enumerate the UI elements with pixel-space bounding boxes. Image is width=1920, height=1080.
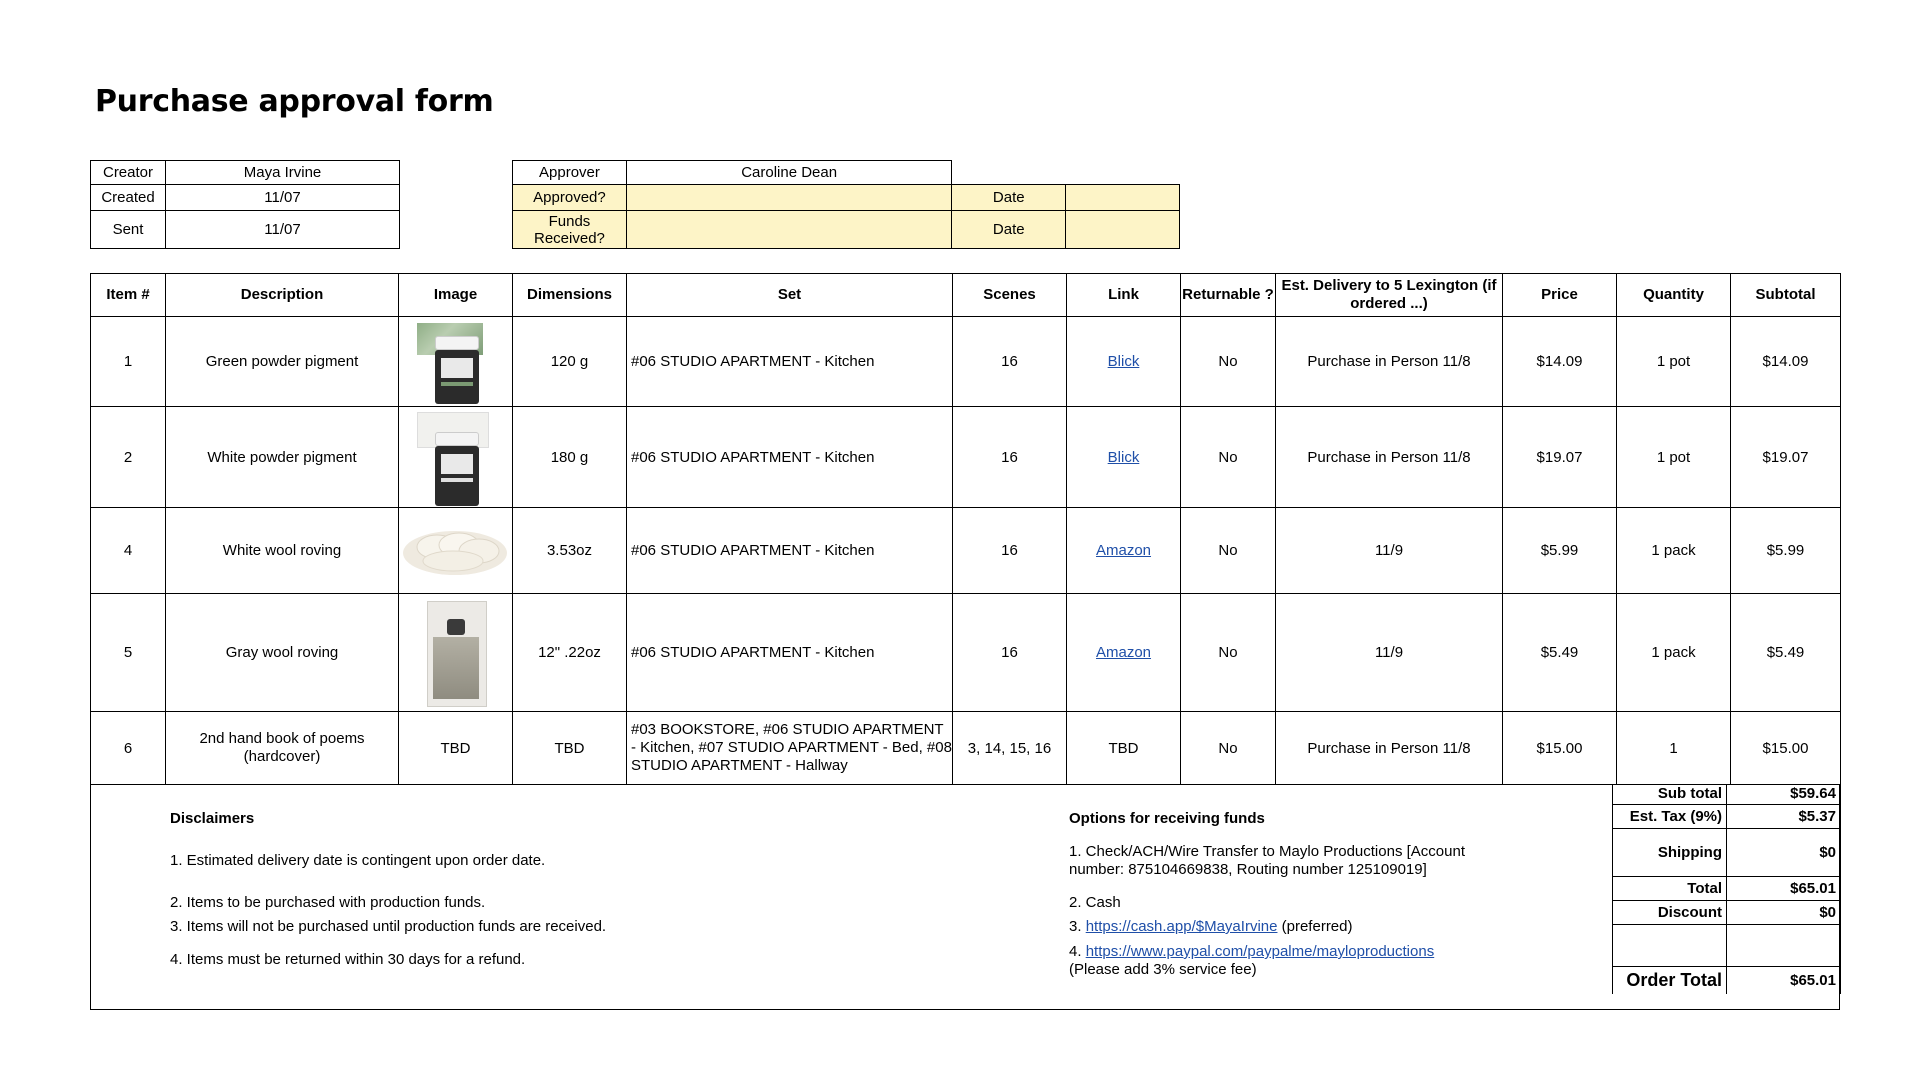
item-price[interactable]: $15.00 xyxy=(1503,712,1617,785)
disclaimer-item: 3. Items will not be purchased until production funds are received. xyxy=(170,918,607,935)
approver-table xyxy=(512,160,1180,249)
item-quantity[interactable]: 1 xyxy=(1617,712,1731,785)
item-description[interactable]: Green powder pigment xyxy=(166,317,399,407)
shipping-value[interactable]: $0 xyxy=(1727,828,1841,876)
item-subtotal: $19.07 xyxy=(1731,407,1841,508)
item-subtotal: $5.49 xyxy=(1731,594,1841,712)
item-link[interactable]: Amazon xyxy=(1095,542,1152,559)
table-row xyxy=(91,594,1841,712)
created-value[interactable]: 11/07 xyxy=(166,185,400,211)
order-total-label: Order Total xyxy=(1613,966,1727,994)
item-delivery[interactable]: 11/9 xyxy=(1276,508,1503,594)
item-subtotal: $5.99 xyxy=(1731,508,1841,594)
col-item: Item # xyxy=(91,274,166,317)
item-delivery[interactable]: Purchase in Person 11/8 xyxy=(1276,712,1503,785)
creator-value[interactable]: Maya Irvine xyxy=(166,161,400,185)
total-value: $65.01 xyxy=(1727,876,1841,900)
item-link-cell xyxy=(1067,407,1181,508)
col-set: Set xyxy=(627,274,953,317)
summary-blank-right xyxy=(1727,924,1841,966)
item-scenes[interactable]: 16 xyxy=(953,594,1067,712)
item-number: 6 xyxy=(91,712,166,785)
sent-label: Sent xyxy=(91,211,166,249)
item-scenes[interactable]: 16 xyxy=(953,317,1067,407)
item-link[interactable]: Amazon xyxy=(1095,644,1152,661)
table-row xyxy=(91,317,1841,407)
item-scenes[interactable]: 16 xyxy=(953,508,1067,594)
funds-date-label: Date xyxy=(952,211,1066,249)
table-row xyxy=(91,712,1841,785)
item-scenes[interactable]: 16 xyxy=(953,407,1067,508)
paypal-link[interactable]: https://www.paypal.com/paypalme/mayloproductions xyxy=(1085,943,1435,960)
item-subtotal: $15.00 xyxy=(1731,712,1841,785)
approved-date-label: Date xyxy=(952,185,1066,211)
funds-received-label: Funds Received? xyxy=(513,211,627,249)
disclaimer-item: 1. Estimated delivery date is contingent upon order date. xyxy=(170,852,546,869)
white-pigment-jar-image xyxy=(401,410,510,504)
item-returnable[interactable]: No xyxy=(1181,508,1276,594)
item-dimensions[interactable]: 180 g xyxy=(513,407,627,508)
discount-label: Discount xyxy=(1613,900,1727,924)
item-image-tbd: TBD xyxy=(399,712,513,785)
order-total-value: $65.01 xyxy=(1727,966,1841,994)
summary-blank-left xyxy=(1613,924,1727,966)
funds-option-paypal-prefix: 4. xyxy=(1069,943,1086,960)
item-dimensions[interactable]: TBD xyxy=(513,712,627,785)
tax-label: Est. Tax (9%) xyxy=(1613,804,1727,828)
col-returnable: Returnable ? xyxy=(1181,274,1276,317)
approved-value[interactable] xyxy=(626,185,951,211)
item-link-cell xyxy=(1067,317,1181,407)
col-quantity: Quantity xyxy=(1617,274,1731,317)
item-image xyxy=(399,508,513,594)
funds-option-cashapp xyxy=(1069,918,1353,935)
item-price[interactable]: $5.99 xyxy=(1503,508,1617,594)
funds-options-heading: Options for receiving funds xyxy=(1069,810,1265,827)
item-set[interactable]: #03 BOOKSTORE, #06 STUDIO APARTMENT - Kitchen, #07 STUDIO APARTMENT - Bed, #08 STUDIO APARTMENT - Hallway xyxy=(627,712,953,785)
item-quantity[interactable]: 1 pack xyxy=(1617,594,1731,712)
approver-value[interactable]: Caroline Dean xyxy=(626,161,951,185)
item-quantity[interactable]: 1 pack xyxy=(1617,508,1731,594)
shipping-label: Shipping xyxy=(1613,828,1727,876)
item-description[interactable]: Gray wool roving xyxy=(166,594,399,712)
tax-value: $5.37 xyxy=(1727,804,1841,828)
approver-label: Approver xyxy=(513,161,627,185)
funds-date-value[interactable] xyxy=(1066,211,1180,249)
creator-label: Creator xyxy=(91,161,166,185)
green-pigment-jar-image xyxy=(401,320,510,403)
table-row xyxy=(91,508,1841,594)
item-link-cell xyxy=(1067,508,1181,594)
item-price[interactable]: $19.07 xyxy=(1503,407,1617,508)
item-number: 5 xyxy=(91,594,166,712)
item-returnable[interactable]: No xyxy=(1181,317,1276,407)
col-price: Price xyxy=(1503,274,1617,317)
item-image xyxy=(399,407,513,508)
approved-date-value[interactable] xyxy=(1066,185,1180,211)
gray-wool-roving-bag-image xyxy=(401,597,510,708)
item-image xyxy=(399,594,513,712)
item-number: 1 xyxy=(91,317,166,407)
item-set[interactable]: #06 STUDIO APARTMENT - Kitchen xyxy=(627,407,953,508)
subtotal-label: Sub total xyxy=(1613,784,1727,804)
item-delivery[interactable]: 11/9 xyxy=(1276,594,1503,712)
item-link[interactable]: TBD xyxy=(1067,712,1181,785)
col-image: Image xyxy=(399,274,513,317)
total-label: Total xyxy=(1613,876,1727,900)
items-table xyxy=(90,273,1841,785)
item-returnable[interactable]: No xyxy=(1181,712,1276,785)
creator-info-table xyxy=(90,160,400,249)
item-set[interactable]: #06 STUDIO APARTMENT - Kitchen xyxy=(627,317,953,407)
created-label: Created xyxy=(91,185,166,211)
col-dimensions: Dimensions xyxy=(513,274,627,317)
table-header-row xyxy=(91,274,1841,317)
page-title: Purchase approval form xyxy=(95,84,494,119)
funds-option-cash: 2. Cash xyxy=(1069,894,1121,911)
disclaimers-heading: Disclaimers xyxy=(170,810,255,827)
funds-option-cashapp-suffix: (preferred) xyxy=(1277,918,1353,935)
item-dimensions[interactable]: 3.53oz xyxy=(513,508,627,594)
item-set[interactable]: #06 STUDIO APARTMENT - Kitchen xyxy=(627,508,953,594)
sent-value[interactable]: 11/07 xyxy=(166,211,400,249)
item-returnable[interactable]: No xyxy=(1181,594,1276,712)
discount-value[interactable]: $0 xyxy=(1727,900,1841,924)
item-number: 4 xyxy=(91,508,166,594)
item-price[interactable]: $14.09 xyxy=(1503,317,1617,407)
item-subtotal: $14.09 xyxy=(1731,317,1841,407)
disclaimer-item: 2. Items to be purchased with production funds. xyxy=(170,894,486,911)
item-number: 2 xyxy=(91,407,166,508)
funds-option-cashapp-prefix: 3. xyxy=(1069,918,1086,935)
item-delivery[interactable]: Purchase in Person 11/8 xyxy=(1276,407,1503,508)
white-wool-roving-image xyxy=(401,511,510,590)
item-scenes[interactable]: 3, 14, 15, 16 xyxy=(953,712,1067,785)
col-subtotal: Subtotal xyxy=(1731,274,1841,317)
disclaimer-item: 4. Items must be returned within 30 days for a refund. xyxy=(170,951,526,968)
summary-table xyxy=(1612,784,1841,994)
item-description[interactable]: 2nd hand book of poems (hardcover) xyxy=(166,712,399,785)
approved-label: Approved? xyxy=(513,185,627,211)
item-delivery[interactable]: Purchase in Person 11/8 xyxy=(1276,317,1503,407)
col-scenes: Scenes xyxy=(953,274,1067,317)
item-description[interactable]: White wool roving xyxy=(166,508,399,594)
paypal-fee-note: (Please add 3% service fee) xyxy=(1069,961,1257,978)
item-returnable[interactable]: No xyxy=(1181,407,1276,508)
col-description: Description xyxy=(166,274,399,317)
funds-option-transfer: 1. Check/ACH/Wire Transfer to Maylo Productions [Account number: 875104669838, Routing number 125109019] xyxy=(1069,843,1465,878)
col-link: Link xyxy=(1067,274,1181,317)
item-link[interactable]: Blick xyxy=(1107,353,1140,370)
item-description[interactable]: White powder pigment xyxy=(166,407,399,508)
item-link-cell xyxy=(1067,594,1181,712)
item-price[interactable]: $5.49 xyxy=(1503,594,1617,712)
table-row xyxy=(91,407,1841,508)
funds-received-value[interactable] xyxy=(626,211,951,249)
cashapp-link[interactable]: https://cash.app/$MayaIrvine xyxy=(1085,918,1278,935)
item-quantity[interactable]: 1 pot xyxy=(1617,317,1731,407)
subtotal-value: $59.64 xyxy=(1727,784,1841,804)
col-delivery: Est. Delivery to 5 Lexington (if ordered ...) xyxy=(1276,274,1503,317)
item-dimensions[interactable]: 120 g xyxy=(513,317,627,407)
funds-option-paypal xyxy=(1069,943,1434,960)
item-quantity[interactable]: 1 pot xyxy=(1617,407,1731,508)
item-link[interactable]: Blick xyxy=(1107,448,1140,466)
item-set[interactable]: #06 STUDIO APARTMENT - Kitchen xyxy=(627,594,953,712)
item-image xyxy=(399,317,513,407)
item-dimensions[interactable]: 12" .22oz xyxy=(513,594,627,712)
